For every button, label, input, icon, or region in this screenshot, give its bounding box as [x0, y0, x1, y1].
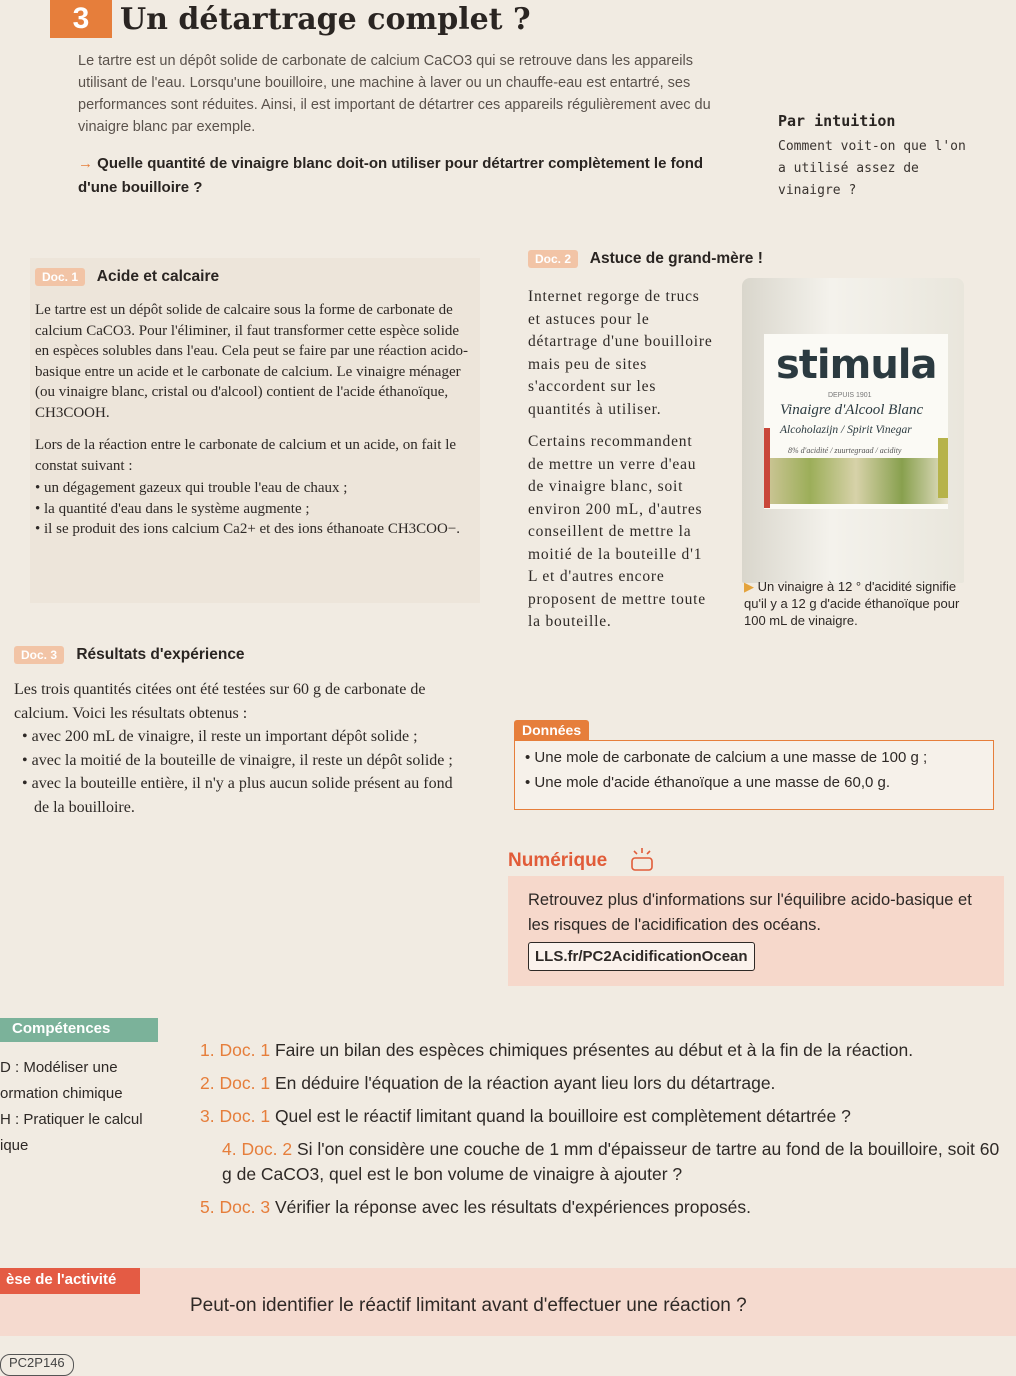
page-title: Un détartrage complet ? [120, 2, 531, 37]
competence-line: D : Modéliser une [0, 1059, 118, 1076]
intuition-box [778, 112, 978, 202]
doc2-header [528, 250, 798, 268]
list-item: • un dégagement gazeux qui trouble l'eau de chaux ; [35, 478, 472, 499]
donnees-item-1: • Une mole de carbonate de calcium a une masse de 100 g ; [525, 749, 928, 766]
question-item: 3. Doc. 1 Quel est le réactif limitant quand la bouilloire est complètement détartrée ? [200, 1106, 851, 1126]
doc1-tag: Doc. 1 [35, 268, 85, 286]
doc3-body [14, 678, 464, 819]
question-text: Quel est le réactif limitant quand la bouilloire est complètement détartrée ? [274, 1106, 851, 1126]
question-item: 2. Doc. 1 En déduire l'équation de la réaction ayant lieu lors du détartrage. [200, 1073, 776, 1093]
bottle-accent-red [764, 428, 770, 508]
list-item: • il se produit des ions calcium Ca2+ et des ions éthanoate CH3COO−. [35, 519, 472, 540]
doc2-body [528, 286, 713, 634]
question-doc-ref: Doc. 1 [219, 1040, 271, 1060]
doc1-body [35, 300, 472, 540]
bottle-product-name: Vinaigre d'Alcool Blanc [780, 402, 924, 418]
intuition-title: Par intuition [778, 112, 896, 130]
activity-number: 3 [50, 0, 112, 38]
numerique-title: Numérique [508, 850, 608, 871]
list-item: • avec 200 mL de vinaigre, il reste un important dépôt solide ; [18, 725, 464, 749]
question-doc-ref: Doc. 1 [219, 1073, 271, 1093]
doc2-paragraph-2: Certains recommandent de mettre un verre d'eau de vinaigre blanc, soit environ 200 mL, d'autres conseillent de mettre la moitié de la bouteille d'1 L et d'autres encore proposent de mettre toute la bouteille. [528, 433, 706, 630]
intro-text: Le tartre est un dépôt solide de carbonate de calcium CaCO3 qui se retrouve dans les appareils utilisant de l'eau. Lorsqu'une bouilloire, une machine à laver ou un chauffe-eau est entartré, ses performances sont réduites. Ainsi, il est important de détartrer ces appareils régulièrement avec du vinaigre blanc par exemple. [78, 53, 711, 135]
doc1-paragraph-1: Le tartre est un dépôt solide de calcaire sous la forme de carbonate de calcium CaCO3. Pour l'éliminer, il faut transformer cette espèce solide en espèces solubles dans l'eau. Cela peut se faire par une réaction acido-basique entre un acide et le carbonate de calcium. Le vinaigre ménager (ou vinaigre blanc, cristal ou d'alcool) contient de l'acide éthanoïque, CH3COOH. [35, 302, 468, 421]
numerique-link[interactable]: LLS.fr/PC2AcidificationOcean [528, 942, 755, 971]
synthese-tag: èse de l'activité [0, 1268, 140, 1294]
competences-list [0, 1055, 170, 1159]
list-item: • avec la bouteille entière, il n'y a plus aucun solide présent au fond de la bouilloire. [18, 772, 464, 819]
question-text: Faire un bilan des espèces chimiques présentes au début et à la fin de la réaction. [274, 1040, 914, 1060]
main-question-text: Quelle quantité de vinaigre blanc doit-on utiliser pour détartrer complètement le fond d'une bouilloire ? [78, 155, 704, 196]
touch-icon [630, 848, 656, 877]
competences-tag: Compétences [0, 1018, 158, 1042]
question-doc-ref: Doc. 3 [219, 1197, 271, 1217]
triangle-icon: ▶ [744, 579, 754, 594]
numerique-text: Retrouvez plus d'informations sur l'équilibre acido-basique et les risques de l'acidification des océans. [528, 891, 972, 934]
main-question [78, 152, 718, 200]
question-item: 1. Doc. 1 Faire un bilan des espèces chimiques présentes au début et à la fin de la réaction. [200, 1040, 914, 1060]
competence-line: ique [0, 1137, 29, 1154]
doc3-title: Résultats d'expérience [76, 646, 245, 663]
doc2-paragraph-1: Internet regorge de trucs et astuces pour le détartrage d'une bouilloire mais peu de sites s'accordent sur les quantités à utiliser. [528, 288, 713, 418]
doc2-title: Astuce de grand-mère ! [589, 250, 763, 267]
question-doc-ref: Doc. 2 [241, 1139, 293, 1159]
question-text: Vérifier la réponse avec les résultats d'expériences proposés. [274, 1197, 752, 1217]
donnees-box [514, 740, 994, 810]
doc1-paragraph-2: Lors de la réaction entre le carbonate de calcium et un acide, on fait le constat suivant : [35, 437, 457, 474]
donnees-tag: Données [514, 720, 589, 740]
page-code: PC2P146 [0, 1354, 74, 1376]
numerique-box [508, 876, 1004, 986]
bottle-label-band [764, 458, 948, 504]
list-item: • la quantité d'eau dans le système augmente ; [35, 499, 472, 520]
bottle-caption-text: Un vinaigre à 12 ° d'acidité signifie qu'il y a 12 g d'acide éthanoïque pour 100 mL de vinaigre. [744, 579, 960, 628]
bottle-brand: stimula [776, 342, 937, 388]
question-text: Si l'on considère une couche de 1 mm d'épaisseur de tartre au fond de la bouilloire, soit 60 g de CaCO3, quel est le bon volume de vinaigre à ajouter ? [222, 1139, 1000, 1184]
competence-line: ormation chimique [0, 1085, 123, 1102]
doc3-panel [14, 646, 464, 886]
list-item: • avec la moitié de la bouteille de vinaigre, il reste un dépôt solide ; [18, 749, 464, 773]
doc3-header [14, 646, 464, 664]
intuition-text: Comment voit-on que l'on a utilisé assez de vinaigre ? [778, 139, 966, 198]
doc3-tag: Doc. 3 [14, 646, 64, 664]
bottle-accent-green [938, 438, 948, 498]
doc1-panel [30, 258, 480, 603]
doc3-list [18, 725, 464, 819]
donnees-item-2: • Une mole d'acide éthanoïque a une masse de 60,0 g. [525, 774, 891, 791]
doc1-list [35, 478, 472, 540]
question-item: 5. Doc. 3 Vérifier la réponse avec les résultats d'expériences proposés. [200, 1197, 752, 1217]
question-doc-ref: Doc. 1 [219, 1106, 271, 1126]
doc2-tag: Doc. 2 [528, 250, 578, 268]
competence-line: H : Pratiquer le calcul [0, 1111, 143, 1128]
doc1-header [35, 268, 472, 286]
questions-list [200, 1038, 1010, 1228]
bottle-since: DEPUIS 1901 [828, 392, 872, 399]
arrow-icon: → [78, 155, 93, 172]
synthese-question: Peut-on identifier le réactif limitant avant d'effectuer une réaction ? [190, 1295, 747, 1316]
question-item: 4. Doc. 2 Si l'on considère une couche de 1 mm d'épaisseur de tartre au fond de la bouilloire, soit 60 g de CaCO3, quel est le bon volume de vinaigre à ajouter ? [222, 1139, 1000, 1184]
doc1-title: Acide et calcaire [96, 268, 220, 285]
bottle-acidity: 8% d'acidité / zuurtegraad / acidity [788, 446, 902, 455]
question-text: En déduire l'équation de la réaction ayant lieu lors du détartrage. [274, 1073, 776, 1093]
doc3-intro: Les trois quantités citées ont été testées sur 60 g de carbonate de calcium. Voici les résultats obtenus : [14, 681, 426, 722]
vinegar-bottle-image [742, 278, 964, 583]
bottle-caption [744, 578, 970, 629]
bottle-product-sub: Alcoholazijn / Spirit Vinegar [780, 424, 912, 436]
